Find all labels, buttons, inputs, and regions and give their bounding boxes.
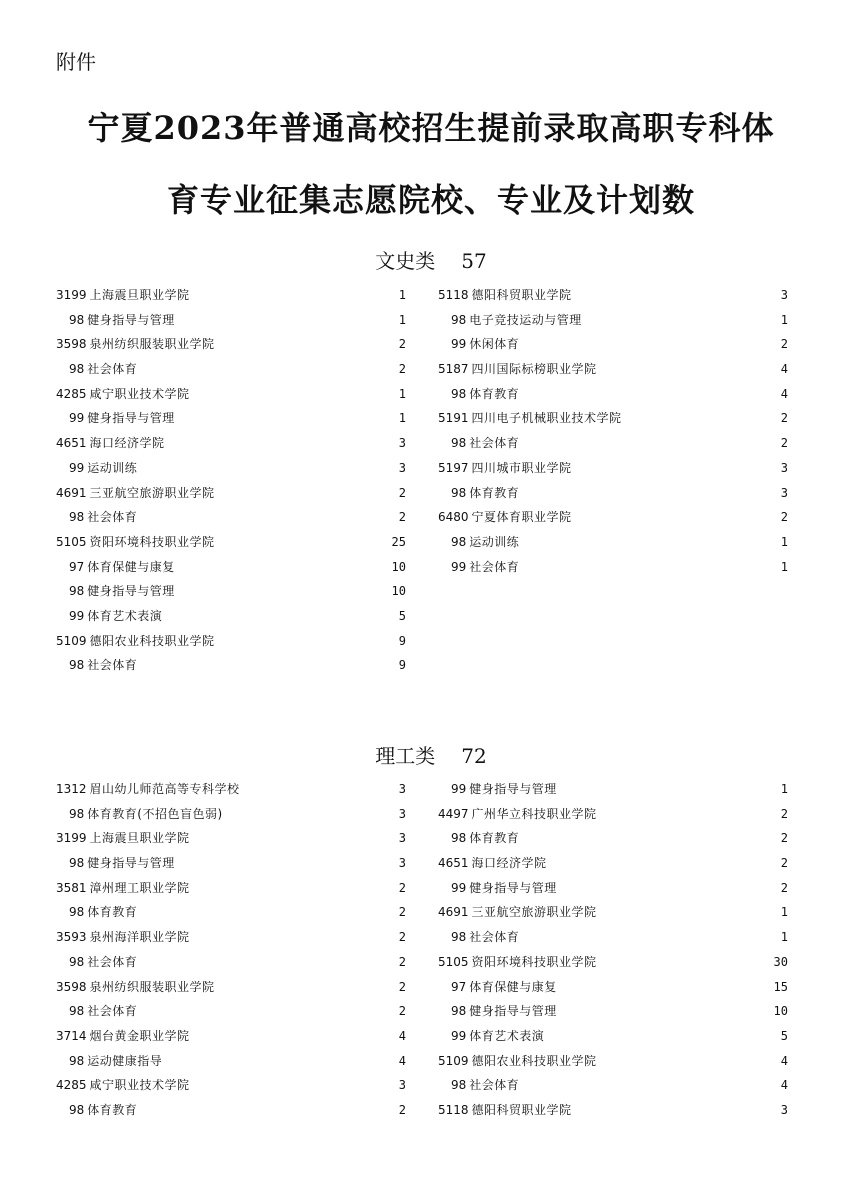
row-name: 健身指导与管理 — [87, 312, 175, 327]
row-code: 98 — [451, 534, 467, 549]
school-row — [438, 1098, 788, 1123]
row-code: 98 — [69, 658, 85, 673]
major-row — [56, 604, 406, 629]
school-row — [56, 777, 406, 802]
row-code: 98 — [69, 584, 85, 599]
row-label — [438, 802, 597, 827]
row-label — [451, 1024, 544, 1049]
row-count: 3 — [398, 806, 406, 821]
row-code: 98 — [451, 1004, 467, 1019]
major-row — [438, 530, 788, 555]
row-name: 宁夏体育职业学院 — [471, 510, 572, 525]
row-count: 2 — [780, 436, 788, 451]
row-name: 体育保健与康复 — [87, 559, 175, 574]
row-count: 2 — [398, 1102, 406, 1117]
row-code: 1312 — [56, 782, 87, 796]
major-row — [56, 653, 406, 678]
major-row — [56, 1098, 406, 1123]
school-row — [438, 900, 788, 925]
row-count: 1 — [398, 288, 406, 302]
major-row — [438, 1024, 788, 1049]
row-code: 3199 — [56, 288, 87, 302]
row-code: 4497 — [438, 806, 469, 821]
row-label — [56, 382, 190, 407]
row-label — [451, 308, 582, 333]
row-code: 3593 — [56, 930, 87, 945]
major-row — [56, 950, 406, 975]
row-code: 5197 — [438, 460, 469, 475]
row-code: 98 — [69, 1004, 85, 1019]
row-name: 咸宁职业技术学院 — [89, 386, 190, 401]
school-row — [438, 802, 788, 827]
row-code: 99 — [451, 782, 467, 796]
major-row — [56, 851, 406, 876]
row-name: 健身指导与管理 — [469, 1004, 557, 1019]
row-code: 5109 — [56, 633, 87, 648]
row-count: 9 — [398, 658, 406, 673]
row-count: 3 — [398, 460, 406, 475]
row-count: 2 — [398, 485, 406, 500]
row-name: 广州华立科技职业学院 — [471, 806, 597, 821]
row-count: 2 — [398, 954, 406, 969]
major-row — [56, 802, 406, 827]
school-row — [56, 876, 406, 901]
school-row — [438, 283, 788, 308]
major-row — [56, 1049, 406, 1074]
row-label — [56, 777, 240, 802]
row-code: 97 — [69, 559, 85, 574]
row-name: 四川城市职业学院 — [471, 460, 572, 475]
row-label — [438, 456, 572, 481]
row-count: 15 — [773, 979, 788, 994]
row-name: 泉州纺织服装职业学院 — [89, 337, 215, 352]
row-label — [451, 925, 519, 950]
row-name: 体育教育(不招色盲色弱) — [87, 806, 223, 821]
section-total: 57 — [461, 249, 487, 273]
row-label — [56, 332, 215, 357]
row-code: 4651 — [438, 856, 469, 871]
row-label — [69, 802, 223, 827]
school-row — [56, 1024, 406, 1049]
row-code: 98 — [451, 831, 467, 846]
row-label — [451, 431, 519, 456]
row-name: 漳州理工职业学院 — [89, 880, 190, 895]
school-row — [438, 851, 788, 876]
school-row — [56, 1073, 406, 1098]
row-name: 眉山幼儿师范高等专科学校 — [89, 782, 240, 796]
row-count: 3 — [398, 436, 406, 451]
section-1-column-left — [56, 283, 406, 678]
row-name: 健身指导与管理 — [87, 856, 175, 871]
row-label — [438, 357, 597, 382]
attachment-label: 附件 — [56, 50, 96, 74]
row-label — [438, 505, 572, 530]
row-code: 97 — [451, 979, 467, 994]
row-code: 3598 — [56, 337, 87, 352]
row-label — [56, 481, 215, 506]
row-name: 三亚航空旅游职业学院 — [89, 485, 215, 500]
row-label — [69, 900, 137, 925]
row-name: 上海震旦职业学院 — [89, 831, 190, 846]
school-row — [56, 283, 406, 308]
row-code: 98 — [69, 362, 85, 377]
row-code: 4651 — [56, 436, 87, 451]
major-row — [56, 456, 406, 481]
row-label — [69, 579, 175, 604]
row-code: 99 — [69, 608, 85, 623]
major-row — [438, 481, 788, 506]
row-count: 3 — [780, 1102, 788, 1117]
row-count: 2 — [780, 856, 788, 871]
section-heading-liberal-arts — [0, 245, 862, 274]
row-code: 5105 — [438, 954, 469, 969]
row-code: 6480 — [438, 510, 469, 525]
section-2-column-left — [56, 777, 406, 1123]
major-row — [56, 999, 406, 1024]
row-label — [69, 505, 137, 530]
row-code: 99 — [69, 460, 85, 475]
row-count: 2 — [780, 831, 788, 846]
row-code: 98 — [69, 510, 85, 525]
row-name: 健身指导与管理 — [87, 584, 175, 599]
row-count: 4 — [398, 1028, 406, 1043]
row-name: 烟台黄金职业学院 — [89, 1028, 190, 1043]
school-row — [56, 925, 406, 950]
row-name: 德阳农业科技职业学院 — [89, 633, 215, 648]
row-name: 运动训练 — [469, 534, 520, 549]
row-code: 98 — [69, 312, 85, 327]
row-count: 25 — [391, 534, 406, 549]
row-count: 3 — [398, 856, 406, 871]
school-row — [438, 950, 788, 975]
row-label — [56, 876, 190, 901]
row-name: 休闲体育 — [469, 337, 520, 352]
row-name: 运动健康指导 — [87, 1053, 163, 1068]
row-name: 健身指导与管理 — [469, 880, 557, 895]
row-code: 98 — [69, 954, 85, 969]
row-code: 98 — [451, 930, 467, 945]
major-row — [438, 999, 788, 1024]
row-label — [451, 332, 519, 357]
row-code: 3199 — [56, 831, 87, 846]
major-row — [56, 357, 406, 382]
section-name: 理工类 — [375, 744, 436, 768]
row-label — [56, 1073, 190, 1098]
row-label — [69, 653, 137, 678]
row-count: 4 — [398, 1053, 406, 1068]
row-name: 上海震旦职业学院 — [89, 288, 190, 302]
row-count: 3 — [780, 460, 788, 475]
row-label — [438, 900, 597, 925]
row-name: 四川电子机械职业技术学院 — [471, 411, 622, 426]
major-row — [56, 555, 406, 580]
row-count: 4 — [780, 1053, 788, 1068]
row-name: 健身指导与管理 — [469, 782, 557, 796]
row-code: 5105 — [56, 534, 87, 549]
row-name: 体育教育 — [469, 485, 520, 500]
row-label — [451, 826, 519, 851]
school-row — [56, 431, 406, 456]
row-count: 2 — [398, 979, 406, 994]
row-code: 5109 — [438, 1053, 469, 1068]
row-name: 体育艺术表演 — [87, 608, 163, 623]
row-label — [451, 1073, 519, 1098]
row-label — [69, 1049, 162, 1074]
major-row — [56, 579, 406, 604]
major-row — [438, 777, 788, 802]
school-row — [56, 332, 406, 357]
row-count: 3 — [398, 782, 406, 796]
row-count: 2 — [398, 905, 406, 920]
row-label — [451, 530, 519, 555]
row-count: 1 — [398, 312, 406, 327]
major-row — [56, 308, 406, 333]
row-count: 4 — [780, 386, 788, 401]
row-label — [438, 1049, 597, 1074]
major-row — [438, 332, 788, 357]
section-total: 72 — [461, 744, 487, 768]
row-code: 98 — [451, 386, 467, 401]
row-count: 10 — [391, 584, 406, 599]
row-count: 1 — [780, 782, 788, 796]
major-row — [438, 925, 788, 950]
school-row — [438, 357, 788, 382]
row-name: 海口经济学院 — [89, 436, 165, 451]
school-row — [438, 456, 788, 481]
row-count: 10 — [773, 1004, 788, 1019]
row-name: 资阳环境科技职业学院 — [471, 954, 597, 969]
row-name: 健身指导与管理 — [87, 411, 175, 426]
row-name: 体育保健与康复 — [469, 979, 557, 994]
row-count: 1 — [398, 386, 406, 401]
row-code: 98 — [69, 1053, 85, 1068]
row-count: 4 — [780, 1078, 788, 1093]
row-label — [56, 925, 190, 950]
row-code: 98 — [69, 905, 85, 920]
row-label — [69, 999, 137, 1024]
row-name: 社会体育 — [87, 658, 138, 673]
row-code: 5118 — [438, 1102, 469, 1117]
section-1-column-right — [438, 283, 788, 579]
row-label — [438, 406, 622, 431]
major-row — [438, 555, 788, 580]
row-label — [451, 876, 557, 901]
row-name: 社会体育 — [87, 362, 138, 377]
row-name: 社会体育 — [469, 1078, 520, 1093]
row-count: 3 — [780, 288, 788, 302]
row-label — [69, 456, 137, 481]
school-row — [438, 1049, 788, 1074]
row-label — [438, 1098, 572, 1123]
row-name: 电子竞技运动与管理 — [469, 312, 582, 327]
major-row — [56, 505, 406, 530]
row-count: 2 — [780, 337, 788, 352]
row-code: 98 — [69, 856, 85, 871]
row-count: 2 — [780, 806, 788, 821]
school-row — [56, 481, 406, 506]
row-count: 5 — [780, 1028, 788, 1043]
row-name: 社会体育 — [87, 954, 138, 969]
row-count: 2 — [398, 880, 406, 895]
row-name: 运动训练 — [87, 460, 138, 475]
row-name: 社会体育 — [87, 510, 138, 525]
row-label — [69, 604, 162, 629]
row-count: 3 — [780, 485, 788, 500]
major-row — [438, 382, 788, 407]
row-code: 98 — [451, 485, 467, 500]
row-count: 1 — [780, 905, 788, 920]
row-label — [69, 555, 175, 580]
row-code: 4691 — [56, 485, 87, 500]
row-name: 咸宁职业技术学院 — [89, 1078, 190, 1093]
row-label — [56, 530, 215, 555]
row-label — [56, 431, 165, 456]
row-count: 1 — [780, 930, 788, 945]
row-label — [451, 382, 519, 407]
row-count: 2 — [780, 411, 788, 426]
row-label — [56, 975, 215, 1000]
row-label — [451, 777, 557, 802]
row-label — [69, 851, 175, 876]
row-name: 体育教育 — [87, 1102, 138, 1117]
row-name: 体育教育 — [87, 905, 138, 920]
row-count: 2 — [398, 930, 406, 945]
row-name: 德阳农业科技职业学院 — [471, 1053, 597, 1068]
row-name: 海口经济学院 — [471, 856, 547, 871]
row-count: 1 — [780, 534, 788, 549]
row-count: 3 — [398, 831, 406, 846]
row-code: 98 — [69, 1102, 85, 1117]
document-title-line-1: 宁夏2023年普通高校招生提前录取高职专科体 — [87, 109, 775, 147]
row-label — [56, 283, 190, 308]
row-name: 泉州纺织服装职业学院 — [89, 979, 215, 994]
row-code: 3581 — [56, 880, 87, 895]
row-code: 4285 — [56, 386, 87, 401]
row-code: 3598 — [56, 979, 87, 994]
row-count: 2 — [398, 1004, 406, 1019]
school-row — [56, 382, 406, 407]
row-label — [69, 406, 175, 431]
row-name: 社会体育 — [469, 436, 520, 451]
row-code: 3714 — [56, 1028, 87, 1043]
row-count: 3 — [398, 1078, 406, 1093]
row-label — [56, 1024, 190, 1049]
row-name: 体育艺术表演 — [469, 1028, 545, 1043]
row-count: 10 — [391, 559, 406, 574]
row-count: 2 — [398, 362, 406, 377]
row-code: 98 — [451, 312, 467, 327]
row-count: 30 — [773, 954, 788, 969]
school-row — [56, 975, 406, 1000]
row-count: 2 — [398, 337, 406, 352]
major-row — [56, 900, 406, 925]
major-row — [438, 826, 788, 851]
row-name: 体育教育 — [469, 831, 520, 846]
section-heading-science — [0, 740, 862, 769]
section-name: 文史类 — [375, 249, 436, 273]
row-code: 5118 — [438, 288, 469, 302]
row-code: 98 — [451, 1078, 467, 1093]
row-name: 社会体育 — [87, 1004, 138, 1019]
school-row — [56, 530, 406, 555]
row-label — [69, 1098, 137, 1123]
row-label — [438, 950, 597, 975]
row-count: 1 — [780, 312, 788, 327]
row-name: 社会体育 — [469, 930, 520, 945]
row-name: 德阳科贸职业学院 — [471, 1102, 572, 1117]
row-label — [69, 308, 175, 333]
row-count: 1 — [780, 559, 788, 574]
section-2-column-right — [438, 777, 788, 1123]
row-label — [451, 999, 557, 1024]
document-title-line-2: 育专业征集志愿院校、专业及计划数 — [166, 181, 695, 219]
major-row — [438, 876, 788, 901]
row-code: 5187 — [438, 362, 469, 377]
row-label — [56, 826, 190, 851]
row-name: 德阳科贸职业学院 — [471, 288, 572, 302]
school-row — [56, 826, 406, 851]
row-count: 2 — [780, 510, 788, 525]
row-label — [69, 357, 137, 382]
row-name: 体育教育 — [469, 386, 520, 401]
row-name: 泉州海洋职业学院 — [89, 930, 190, 945]
row-code: 99 — [69, 411, 85, 426]
row-code: 99 — [451, 559, 467, 574]
row-name: 社会体育 — [469, 559, 520, 574]
row-label — [438, 851, 547, 876]
row-count: 5 — [398, 608, 406, 623]
row-name: 三亚航空旅游职业学院 — [471, 905, 597, 920]
row-code: 4285 — [56, 1078, 87, 1093]
row-label — [451, 481, 519, 506]
major-row — [56, 406, 406, 431]
row-label — [56, 629, 215, 654]
row-code: 99 — [451, 1028, 467, 1043]
school-row — [56, 629, 406, 654]
row-code: 98 — [69, 806, 85, 821]
row-code: 5191 — [438, 411, 469, 426]
row-code: 99 — [451, 880, 467, 895]
row-name: 四川国际标榜职业学院 — [471, 362, 597, 377]
school-row — [438, 406, 788, 431]
row-code: 99 — [451, 337, 467, 352]
row-code: 98 — [451, 436, 467, 451]
row-label — [69, 950, 137, 975]
major-row — [438, 431, 788, 456]
row-count: 2 — [780, 880, 788, 895]
row-count: 9 — [398, 633, 406, 648]
row-label — [451, 975, 557, 1000]
row-name: 资阳环境科技职业学院 — [89, 534, 215, 549]
major-row — [438, 1073, 788, 1098]
major-row — [438, 308, 788, 333]
row-label — [451, 555, 519, 580]
row-count: 1 — [398, 411, 406, 426]
major-row — [438, 975, 788, 1000]
row-count: 2 — [398, 510, 406, 525]
school-row — [438, 505, 788, 530]
row-label — [438, 283, 572, 308]
row-code: 4691 — [438, 905, 469, 920]
row-count: 4 — [780, 362, 788, 377]
